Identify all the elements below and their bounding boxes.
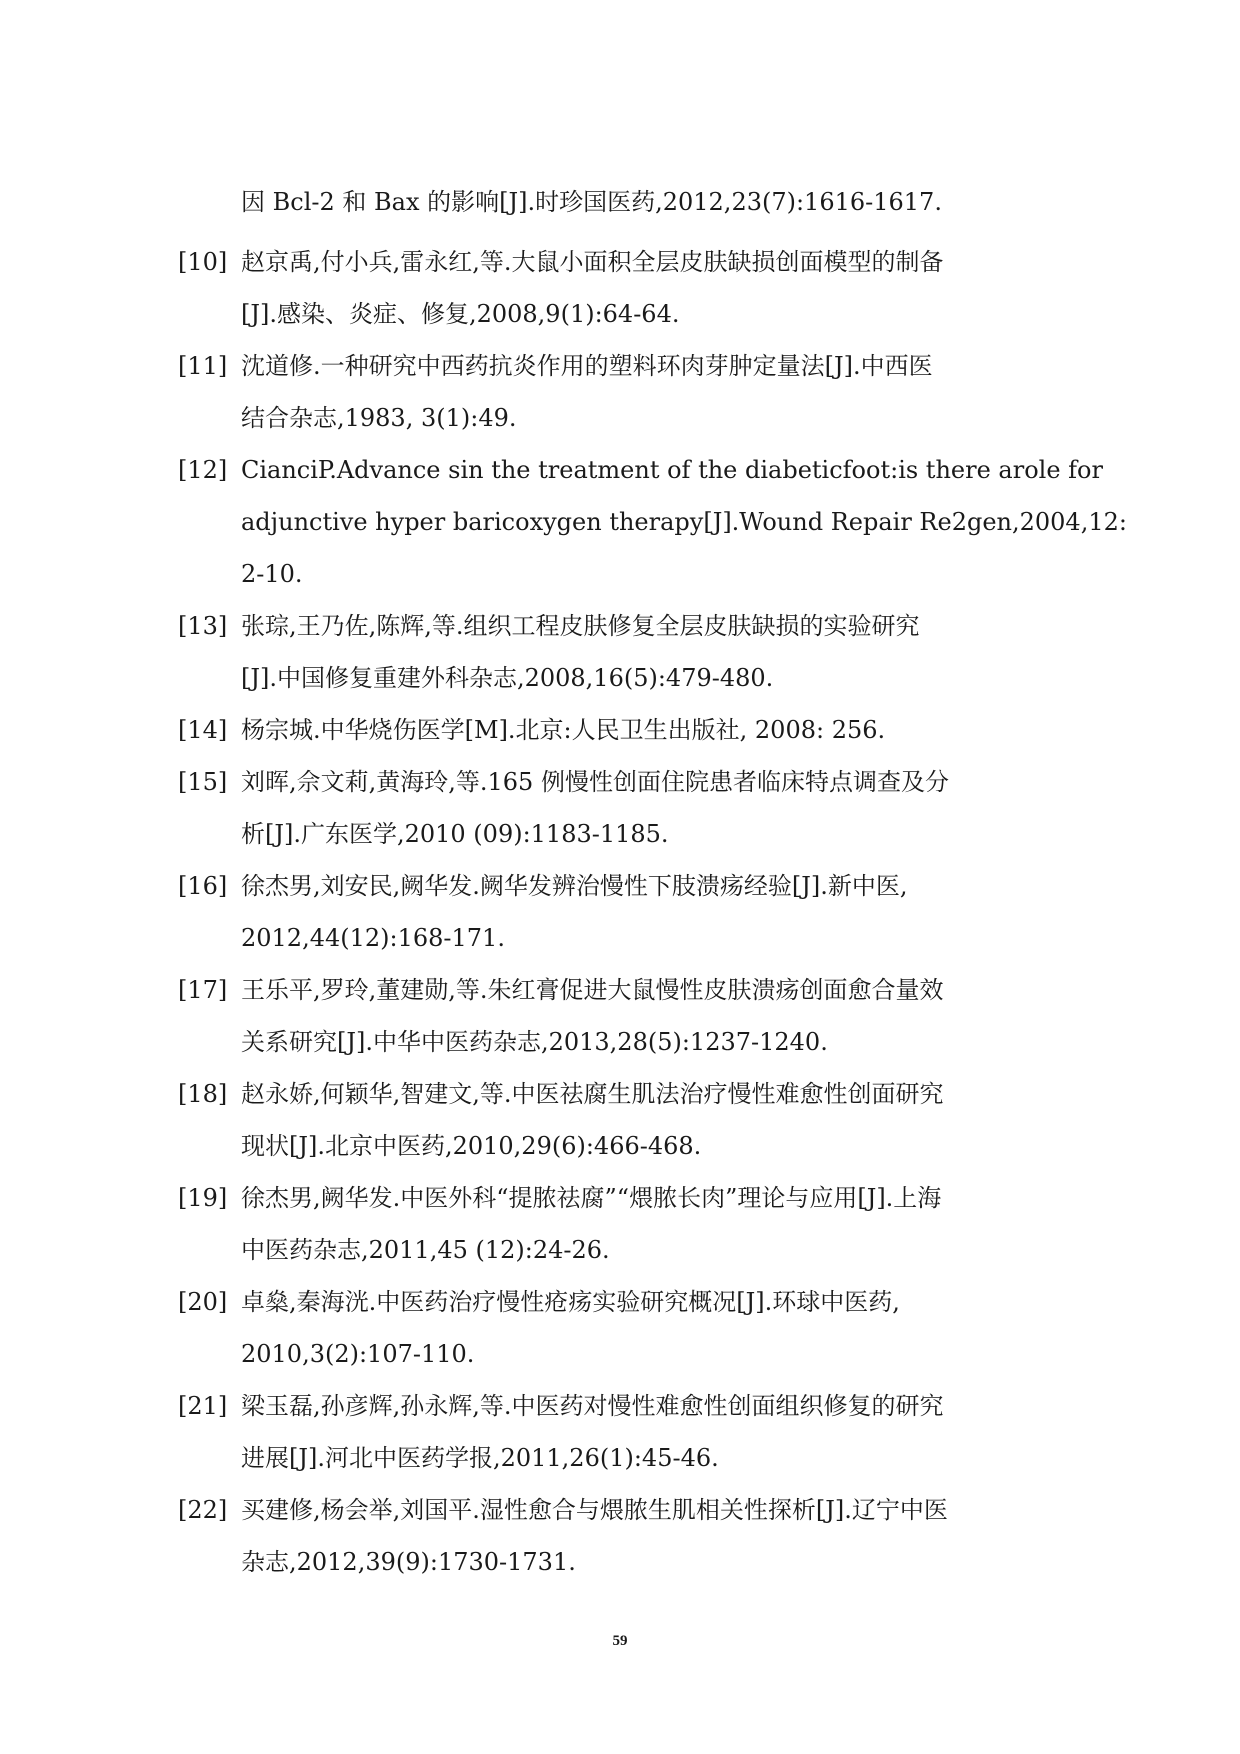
reference-number: [20] [178,1288,228,1316]
reference-line: 中医药杂志,2011,45 (12):24-26. [241,1236,610,1264]
reference-entry [178,964,1102,1068]
reference-line: 赵永娇,何颖华,智建文,等.中医祛腐生肌法治疗慢性难愈性创面研究 [241,1080,944,1108]
reference-line: 关系研究[J].中华中医药杂志,2013,28(5):1237-1240. [241,1028,828,1056]
reference-line: [J].感染、炎症、修复,2008,9(1):64-64. [241,300,680,328]
reference-entry [178,600,1102,704]
reference-text [241,704,1102,756]
reference-line: 沈道修.一种研究中西药抗炎作用的塑料环肉芽肿定量法[J].中西医 [241,352,933,380]
reference-number: [17] [178,976,228,1004]
reference-entry [178,340,1102,444]
reference-text [241,444,1127,600]
reference-line: 杨宗城.中华烧伤医学[M].北京:人民卫生出版社, 2008: 256. [241,716,886,744]
reference-text [241,236,1102,340]
reference-text [241,1484,1102,1588]
reference-entry [178,704,1102,756]
reference-line: 梁玉磊,孙彦辉,孙永辉,等.中医药对慢性难愈性创面组织修复的研究 [241,1392,944,1420]
reference-line: 买建修,杨会举,刘国平.湿性愈合与煨脓生肌相关性探析[J].辽宁中医 [241,1496,948,1524]
reference-entry [178,860,1102,964]
reference-line: 2012,44(12):168-171. [241,924,505,952]
reference-entry [178,444,1127,600]
reference-line: 徐杰男,刘安民,阙华发.阙华发辨治慢性下肢溃疡经验[J].新中医, [241,872,908,900]
reference-text [241,964,1102,1068]
reference-entry [178,1172,1102,1276]
reference-line: adjunctive hyper baricoxygen therapy[J].Wound Repair Re2gen,2004,12: [241,508,1127,536]
reference-line: 2010,3(2):107-110. [241,1340,475,1368]
reference-text [241,1276,1102,1380]
reference-entry [178,236,1102,340]
reference-number: [18] [178,1080,228,1108]
reference-line: [J].中国修复重建外科杂志,2008,16(5):479-480. [241,664,774,692]
reference-entry [178,756,1102,860]
reference-line: 王乐平,罗玲,董建勋,等.朱红膏促进大鼠慢性皮肤溃疡创面愈合量效 [241,976,944,1004]
reference-line: 杂志,2012,39(9):1730-1731. [241,1548,576,1576]
reference-entry [178,1380,1102,1484]
reference-list [178,236,1127,1588]
reference-line: 2-10. [241,560,303,588]
reference-line: 卓燊,秦海洸.中医药治疗慢性疮疡实验研究概况[J].环球中医药, [241,1288,900,1316]
reference-line: CianciP.Advance sin the treatment of the diabeticfoot:is there arole for [241,456,1103,484]
reference-number: [21] [178,1392,228,1420]
reference-line: 徐杰男,阙华发.中医外科“提脓祛腐”“煨脓长肉”理论与应用[J].上海 [241,1184,942,1212]
reference-line: 刘晖,佘文莉,黄海玲,等.165 例慢性创面住院患者临床特点调查及分 [241,768,949,796]
reference-line: 结合杂志,1983, 3(1):49. [241,404,517,432]
reference-text [241,756,1102,860]
reference-line: 析[J].广东医学,2010 (09):1183-1185. [241,820,669,848]
reference-entry [178,1276,1102,1380]
reference-text [241,600,1102,704]
reference-number: [10] [178,248,228,276]
reference-line: 进展[J].河北中医药学报,2011,26(1):45-46. [241,1444,719,1472]
reference-line: 张琮,王乃佐,陈辉,等.组织工程皮肤修复全层皮肤缺损的实验研究 [241,612,920,640]
page-number: 59 [612,1633,628,1649]
reference-text [241,1172,1102,1276]
reference-number: [22] [178,1496,228,1524]
reference-text [241,1068,1102,1172]
reference-text [241,860,1102,964]
reference-line: 赵京禹,付小兵,雷永红,等.大鼠小面积全层皮肤缺损创面模型的制备 [241,248,944,276]
reference-number: [15] [178,768,228,796]
reference-number: [19] [178,1184,228,1212]
reference-entry [178,1068,1102,1172]
reference-entry [178,1484,1102,1588]
reference-number: [12] [178,456,228,484]
reference-continuation: 因 Bcl-2 和 Bax 的影响[J].时珍国医药,2012,23(7):1616-1617. [241,188,942,216]
reference-number: [11] [178,352,228,380]
reference-number: [16] [178,872,228,900]
reference-number: [13] [178,612,228,640]
reference-text [241,1380,1102,1484]
reference-number: [14] [178,716,228,744]
reference-line: 现状[J].北京中医药,2010,29(6):466-468. [241,1132,702,1160]
reference-text [241,340,1102,444]
